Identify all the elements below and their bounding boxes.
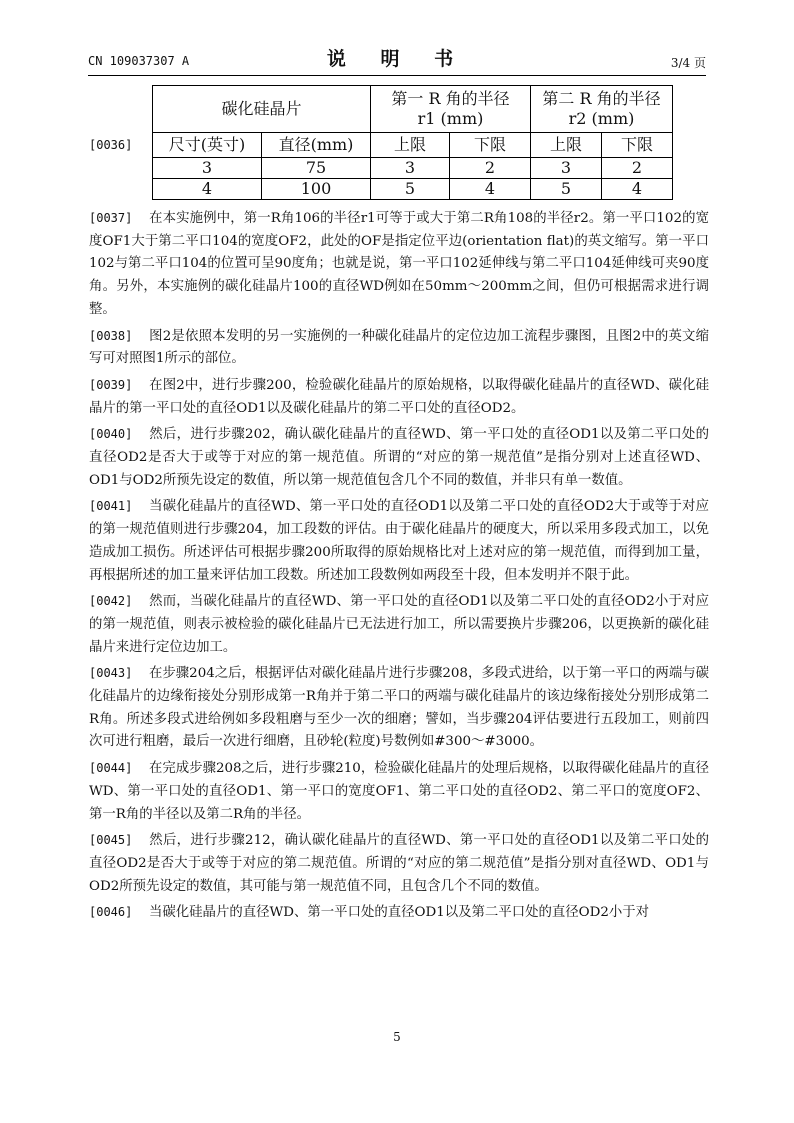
table-header-row [153, 86, 673, 133]
cell-r1-upper: 5 [371, 179, 450, 200]
paragraph-id: [0045] [89, 833, 133, 848]
page-number: 5 [393, 1030, 401, 1044]
paragraph-text: 当碳化硅晶片的直径WD、第一平口处的直径OD1以及第二平口处的直径OD2小于对 [149, 905, 650, 921]
subheader-r1-lower: 下限 [450, 133, 531, 158]
paragraph-text: 在本实施例中，第一R角106的半径r1可等于或大于第二R角108的半径r2。第一平口102的宽度OF1大于第二平口104的宽度OF2，此处的OF是指定位平边(orientation flat)的英文缩写。第一平口102与第二平口104的位置可呈90度角；也就是说，第一平口102延伸线与第二平口104延伸线可夹90度角。另外，本实施例的碳化硅晶片100的直径WD例如在50mm～200mm之间，但仍可根据需求进行调整。 [89, 211, 709, 317]
header-r1-title: 第一 R 角的半径 [391, 89, 510, 108]
cell-size: 4 [153, 179, 262, 200]
paragraph-id: [0039] [89, 377, 133, 392]
paragraph [89, 325, 709, 371]
table-row [153, 179, 673, 200]
header-wafer: 碳化硅晶片 [153, 86, 371, 133]
page-title: 说 明 书 [326, 48, 468, 70]
paragraph-id: [0037] [89, 211, 133, 225]
cell-size: 3 [153, 158, 262, 179]
header-r2-title: 第二 R 角的半径 [542, 89, 661, 108]
paragraph-text: 在完成步骤208之后，进行步骤210，检验碳化硅晶片的处理后规格，以取得碳化硅晶片的直径WD、第一平口处的直径OD1、第一平口的宽度OF1、第二平口处的直径OD2、第二平口的宽度OF2、第一R角的半径以及第二R角的半径。 [89, 761, 709, 822]
paragraph-id: [0040] [89, 427, 133, 442]
subheader-r2-upper: 上限 [531, 133, 602, 158]
document-body [89, 207, 709, 928]
table-subheader-row [153, 133, 673, 158]
paragraph-text: 图2是依照本发明的另一实施例的一种碳化硅晶片的定位边加工流程步骤图，且图2中的英文缩写可对照图1所示的部位。 [89, 328, 709, 367]
paragraph-text: 然而，当碳化硅晶片的直径WD、第一平口处的直径OD1以及第二平口处的直径OD2小于对应的第一规范值，则表示被检验的碳化硅晶片已无法进行加工，所以需要换片步骤206，以更换新的碳化硅晶片来进行定位边加工。 [89, 594, 709, 655]
header-r2 [531, 86, 673, 133]
header-r1 [371, 86, 531, 133]
header-r2-unit: r2 (mm) [568, 109, 635, 128]
paragraph-id: [0042] [89, 594, 133, 609]
page-counter: 3/4 页 [670, 56, 706, 70]
paragraph-id: [0046] [89, 905, 133, 920]
paragraph-text: 然后，进行步骤202，确认碳化硅晶片的直径WD、第一平口处的直径OD1以及第二平口处的直径OD2是否大于或等于对应的第一规范值。所谓的“对应的第一规范值”是指分别对上述直径WD、OD1与OD2所预先设定的数值，所以第一规范值包含几个不同的数值，并非只有单一数值。 [89, 427, 709, 488]
paragraph [89, 374, 709, 420]
paragraph-id: [0041] [89, 499, 133, 514]
paragraph [89, 662, 709, 754]
paragraph-id: [0044] [89, 761, 133, 776]
cell-r1-lower: 2 [450, 158, 531, 179]
cell-diameter: 75 [262, 158, 371, 179]
cell-diameter: 100 [262, 179, 371, 200]
spec-table [152, 85, 673, 200]
subheader-r2-lower: 下限 [602, 133, 673, 158]
paragraph [89, 207, 709, 322]
paragraph [89, 829, 709, 898]
cell-r1-lower: 4 [450, 179, 531, 200]
paragraph-text: 在步骤204之后，根据评估对碳化硅晶片进行步骤208，多段式进给，以于第一平口的两端与碳化硅晶片的边缘衔接处分别形成第一R角并于第二平口的两端与碳化硅晶片的该边缘衔接处分别形成第二R角。所述多段式进给例如多段粗磨与至少一次的细磨；譬如，当步骤204评估要进行五段加工，则前四次可进行粗磨，最后一次进行细磨，且砂轮(粒度)号数例如#300～#3000。 [89, 666, 709, 750]
table-row [153, 158, 673, 179]
paragraph-id: [0043] [89, 666, 133, 681]
paragraph [89, 590, 709, 659]
subheader-r1-upper: 上限 [371, 133, 450, 158]
paragraph [89, 901, 709, 925]
paragraph-text: 然后，进行步骤212，确认碳化硅晶片的直径WD、第一平口处的直径OD1以及第二平口处的直径OD2是否大于或等于对应的第二规范值。所谓的“对应的第二规范值”是指分别对直径WD、OD1与OD2所预先设定的数值，其可能与第一规范值不同，且包含几个不同的数值。 [89, 833, 709, 894]
subheader-size: 尺寸(英寸) [153, 133, 262, 158]
table-paragraph-id: [0036] [89, 138, 133, 152]
header-r1-unit: r1 (mm) [417, 109, 484, 128]
paragraph [89, 757, 709, 826]
cell-r2-lower: 4 [602, 179, 673, 200]
paragraph [89, 495, 709, 587]
paragraph-id: [0038] [89, 328, 133, 343]
cell-r2-lower: 2 [602, 158, 673, 179]
paragraph [89, 423, 709, 492]
paragraph-text: 当碳化硅晶片的直径WD、第一平口处的直径OD1以及第二平口处的直径OD2大于或等于对应的第一规范值则进行步骤204，加工段数的评估。由于碳化硅晶片的硬度大，所以采用多段式加工，以免造成加工损伤。所述评估可根据步骤200所取得的原始规格比对上述对应的第一规范值，而得到加工量，再根据所述的加工量来评估加工段数。所述加工段数例如两段至十段，但本发明并不限于此。 [89, 499, 709, 583]
cell-r1-upper: 3 [371, 158, 450, 179]
paragraph-text: 在图2中，进行步骤200，检验碳化硅晶片的原始规格，以取得碳化硅晶片的直径WD、碳化硅晶片的第一平口处的直径OD1以及碳化硅晶片的第二平口处的直径OD2。 [89, 377, 709, 416]
cell-r2-upper: 3 [531, 158, 602, 179]
cell-r2-upper: 5 [531, 179, 602, 200]
page-header [88, 44, 706, 74]
doc-number: CN 109037307 A [88, 54, 190, 68]
subheader-diameter: 直径(mm) [262, 133, 371, 158]
header-divider [88, 75, 706, 76]
